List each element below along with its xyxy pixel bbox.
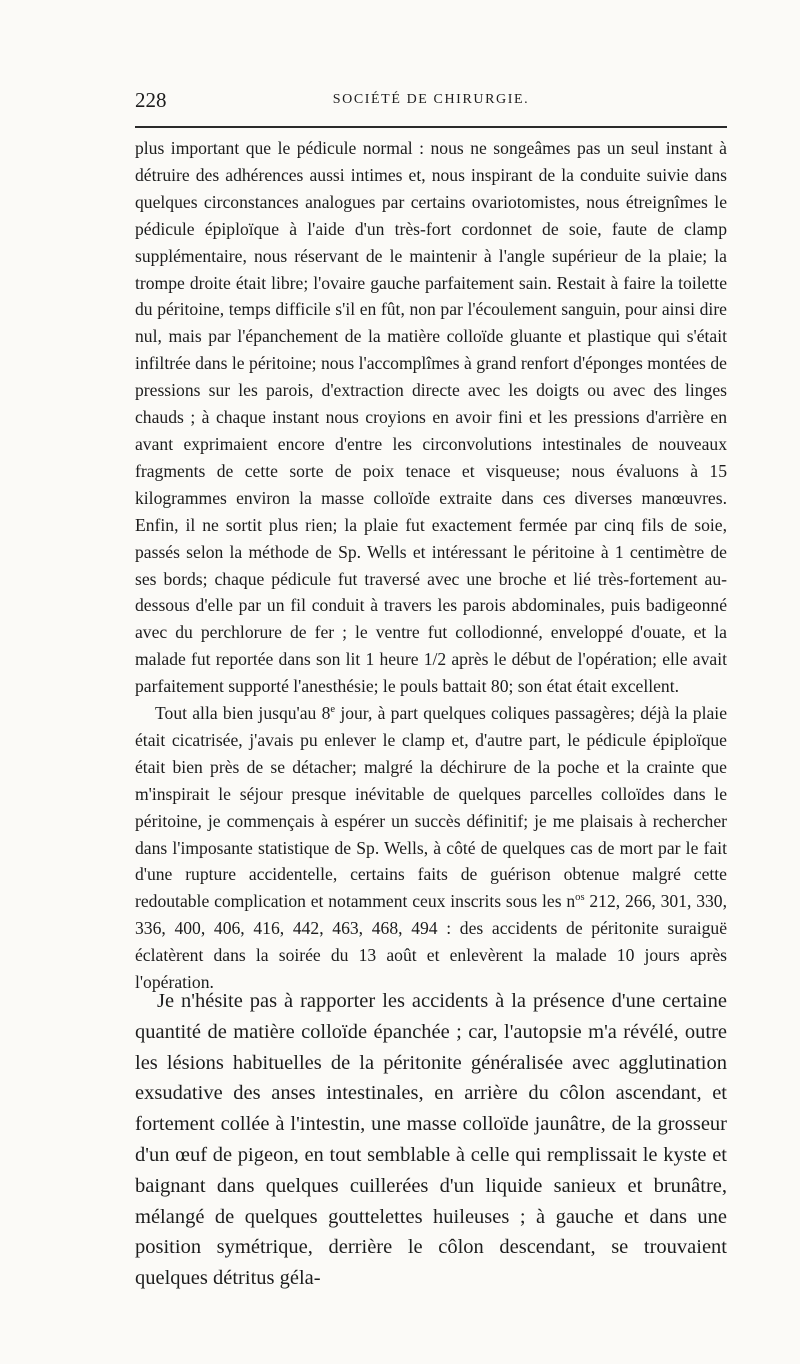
running-title: SOCIÉTÉ DE CHIRURGIE.	[332, 92, 530, 107]
text-run: jour, à part quelques coliques passagères; déjà la plaie était cicatrisée, j'avais pu enlever le clamp et, d'autre part, le pédicule épiploïque était bien près de se détacher; malgré la déchirure de la poche et la crainte que m'inspirait le séjour presque inévitable de quelques parcelles colloïdes dans le péritoine, je commençais à espérer un succès définitif; je me plaisais à rechercher dans l'imposante statistique de Sp. Wells, à côté de quelques cas de mort par le fait d'une rupture accidentelle, certains faits de guérison obtenue malgré cette redoutable complication et notamment ceux inscrits sous les n	[135, 703, 727, 912]
paragraph-continued: plus important que le pédicule normal : nous ne songeâmes pas un seul instant à détruire des adhérences aussi intimes et, nous inspirant de la conduite suivie dans quelques circonstances analogues par certains ovariotomistes, nous étreignîmes le pédicule épiploïque à l'aide d'un très-fort cordonnet de soie, faute de clamp supplémentaire, nous réservant de le maintenir à l'angle supérieur de la plaie; la trompe droite était libre; l'ovaire gauche parfaitement sain. Restait à faire la toilette du péritoine, temps difficile s'il en fût, non par l'écoulement sanguin, pour ainsi dire nul, mais par l'épanchement de la matière colloïde gluante et plastique qui s'était infiltrée dans le péritoine; nous l'accomplîmes à grand renfort d'éponges montées de pressions sur les parois, d'extraction directe avec les doigts ou avec des linges chauds ; à chaque instant nous croyions en avoir fini et les pressions d'arrière en avant exprimaient encore d'entre les circonvolutions intestinales de nouveaux fragments de cette sorte de poix tenace et visqueuse; nous évaluons à 15 kilogrammes environ la masse colloïde extraite dans ces diverses manœuvres. Enfin, il ne sortit plus rien; la plaie fut exactement fermée par cinq fils de soie, passés selon la méthode de Sp. Wells et intéressant le péritoine à 1 centimètre de ses bords; chaque pédicule fut traversé avec une broche et lié très-fortement au-dessous d'elle par un fil conduit à travers les parois abdominales, puis badigeonné avec du perchlorure de fer ; le ventre fut collodionné, enveloppé d'ouate, et la malade fut reportée dans son lit 1 heure 1/2 après le début de l'opération; elle avait parfaitement supporté l'anesthésie; le pouls battait 80; son état était excellent.	[135, 138, 727, 697]
page-number: 228	[135, 88, 167, 112]
superscript: os	[575, 892, 585, 904]
page-header	[135, 88, 727, 116]
paragraph-outcome	[135, 700, 727, 996]
text-run: 212, 266, 301, 330, 336, 400, 406, 416, 442, 463, 468, 494 : des accidents de péritonite suraiguë éclatèrent dans la soirée du 13 août et enlevèrent la malade 10 jours après l'opération.	[135, 891, 727, 993]
small-print-section	[135, 135, 727, 996]
large-print-section	[135, 986, 727, 1294]
paragraph-autopsy: Je n'hésite pas à rapporter les accidents à la présence d'une certaine quantité de matière colloïde épanchée ; car, l'autopsie m'a révélé, outre les lésions habituelles de la péritonite généralisée avec agglutination exsudative des anses intestinales, en arrière du côlon ascendant, et fortement collée à l'intestin, une masse colloïde jaunâtre, de la grosseur d'un œuf de pigeon, en tout semblable à celle qui remplissait le kyste et baignant dans quelques cuillerées d'un liquide sanieux et brunâtre, mélangé de quelques gouttelettes huileuses ; à gauche et dans une position symétrique, derrière le côlon descendant, se trouvaient quelques détritus géla-	[135, 990, 727, 1290]
header-rule	[135, 126, 727, 128]
text-run: Tout alla bien jusqu'au 8	[155, 703, 331, 724]
superscript: e	[330, 704, 336, 716]
